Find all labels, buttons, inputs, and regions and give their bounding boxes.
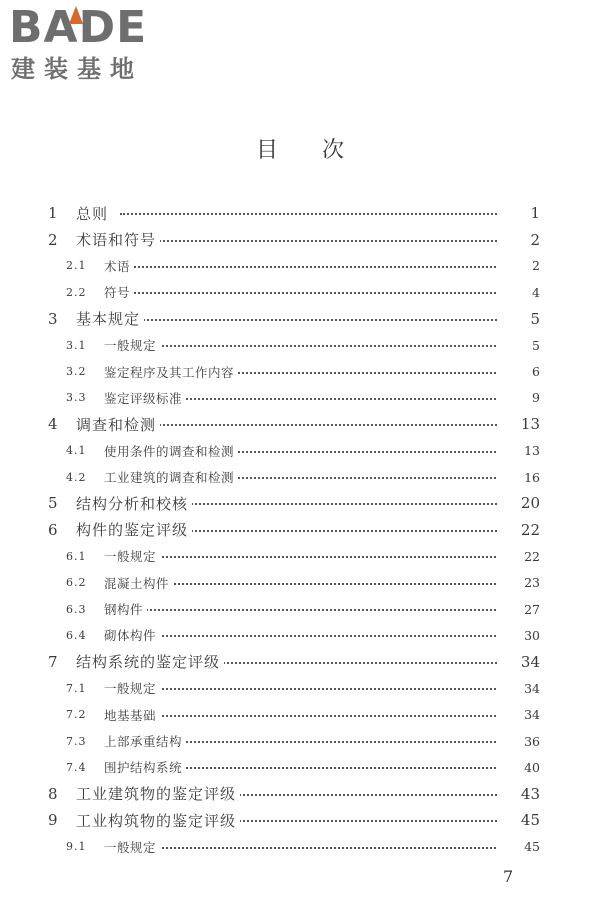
toc-entry-number: 3.2 <box>66 365 87 379</box>
toc-dot-leader <box>130 345 536 347</box>
toc-chapter-entry[interactable] <box>0 781 600 807</box>
toc-entry-number: 9 <box>48 811 58 830</box>
toc-entry-page: 36 <box>497 734 540 749</box>
toc-entry-title: 结构系统的鉴定评级 <box>76 651 224 672</box>
toc-entry-page: 5 <box>497 338 540 353</box>
toc-entry-title: 术语和符号 <box>76 229 160 250</box>
toc-entry-page: 16 <box>497 470 540 485</box>
toc-entry-page: 22 <box>497 521 540 539</box>
toc-entry-title: 术语 <box>104 257 134 275</box>
toc-entry-number: 7.3 <box>66 734 87 748</box>
toc-entry-title: 围护结构系统 <box>104 758 186 776</box>
toc-entry-title: 工业构筑物的鉴定评级 <box>76 810 240 831</box>
toc-entry-page: 40 <box>497 760 540 775</box>
logo-subtitle: 建装基地 <box>11 55 143 83</box>
toc-entry-title: 工业建筑物的鉴定评级 <box>76 783 240 804</box>
toc-entry-page: 2 <box>497 258 540 273</box>
toc-entry-number: 3 <box>48 309 58 328</box>
toc-entry-page: 45 <box>497 839 540 854</box>
toc-entry-page: 6 <box>497 364 540 379</box>
toc-entry-page: 5 <box>497 310 540 328</box>
toc-entry-title: 一般规定 <box>104 838 160 856</box>
toc-dot-leader <box>120 240 536 242</box>
toc-entry-page: 2 <box>497 231 540 249</box>
toc-entry-title: 符号 <box>104 283 134 301</box>
toc-section-entry[interactable] <box>0 596 600 622</box>
toc-section-entry[interactable] <box>0 438 600 464</box>
title-char-2: 次 <box>322 138 345 163</box>
toc-entry-page: 13 <box>497 415 540 433</box>
toc-entry-page: 20 <box>497 494 540 512</box>
toc-entry-number: 8 <box>48 784 58 803</box>
toc-chapter-entry[interactable] <box>0 517 600 543</box>
toc-chapter-entry[interactable] <box>0 226 600 252</box>
toc-dot-leader <box>130 635 536 637</box>
toc-entry-number: 6.1 <box>66 549 87 563</box>
toc-chapter-entry[interactable] <box>0 649 600 675</box>
toc-entry-title: 一般规定 <box>104 336 160 354</box>
toc-dot-leader <box>130 715 536 717</box>
toc-entry-title: 混凝土构件 <box>104 574 173 592</box>
toc-entry-title: 使用条件的调查和检测 <box>104 442 238 460</box>
toc-entry-title: 鉴定程序及其工作内容 <box>104 363 238 381</box>
toc-entry-page: 30 <box>497 628 540 643</box>
toc-entry-number: 1 <box>48 204 58 223</box>
toc-section-entry[interactable] <box>0 464 600 490</box>
toc-entry-number: 4.1 <box>66 444 87 458</box>
title-char-1: 目 <box>255 138 278 163</box>
toc-chapter-entry[interactable] <box>0 807 600 833</box>
toc-dot-leader <box>130 556 536 558</box>
toc-dot-leader <box>130 609 536 611</box>
toc-entry-page: 9 <box>497 390 540 405</box>
toc-entry-page: 22 <box>497 549 540 564</box>
toc-chapter-entry[interactable] <box>0 490 600 516</box>
toc-entry-title: 一般规定 <box>104 547 160 565</box>
bade-logo <box>9 4 174 90</box>
toc-entry-title: 上部承重结构 <box>104 732 186 750</box>
toc-entry-title: 结构分析和校核 <box>76 493 192 514</box>
toc-dot-leader <box>120 424 536 426</box>
toc-dot-leader <box>130 398 536 400</box>
toc-entry-number: 3.1 <box>66 338 87 352</box>
toc-entry-page: 45 <box>497 811 540 829</box>
toc-entry-number: 3.3 <box>66 391 87 405</box>
toc-entry-number: 6.2 <box>66 576 87 590</box>
toc-entry-number: 5 <box>48 494 58 513</box>
toc-dot-leader <box>130 292 536 294</box>
toc-entry-title: 砌体构件 <box>104 626 160 644</box>
page-number: 7 <box>503 867 514 886</box>
toc-section-entry[interactable] <box>0 279 600 305</box>
toc-entry-title: 构件的鉴定评级 <box>76 519 192 540</box>
toc-entry-page: 4 <box>497 285 540 300</box>
toc-section-entry[interactable] <box>0 754 600 780</box>
toc-section-entry[interactable] <box>0 569 600 595</box>
toc-entry-page: 1 <box>497 204 540 222</box>
logo-wordmark: BADE <box>9 2 148 53</box>
toc-chapter-entry[interactable] <box>0 306 600 332</box>
toc-chapter-entry[interactable] <box>0 411 600 437</box>
toc-entry-page: 13 <box>497 443 540 458</box>
toc-section-entry[interactable] <box>0 675 600 701</box>
toc-entry-number: 6.3 <box>66 602 87 616</box>
toc-entry-title: 鉴定评级标准 <box>104 389 186 407</box>
logo-accent-triangle-icon <box>69 6 83 24</box>
page-title <box>0 136 600 166</box>
toc-entry-page: 27 <box>497 602 540 617</box>
toc-entry-page: 34 <box>497 653 540 671</box>
toc-entry-title: 一般规定 <box>104 679 160 697</box>
toc-dot-leader <box>130 741 536 743</box>
toc-entry-title: 工业建筑的调查和检测 <box>104 468 238 486</box>
toc-entry-number: 6.4 <box>66 628 87 642</box>
toc-entry-number: 4.2 <box>66 470 87 484</box>
toc-entry-number: 6 <box>48 520 58 539</box>
toc-entry-number: 7.1 <box>66 681 87 695</box>
toc-section-entry[interactable] <box>0 701 600 727</box>
toc-section-entry[interactable] <box>0 622 600 648</box>
toc-section-entry[interactable] <box>0 833 600 859</box>
toc-entry-number: 7.4 <box>66 760 87 774</box>
table-of-contents <box>0 200 600 860</box>
toc-entry-number: 2.2 <box>66 285 87 299</box>
toc-section-entry[interactable] <box>0 728 600 754</box>
toc-entry-number: 2.1 <box>66 259 87 273</box>
toc-dot-leader <box>120 319 536 321</box>
toc-entry-title: 总则 <box>76 203 112 224</box>
toc-dot-leader <box>130 688 536 690</box>
toc-entry-page: 43 <box>497 785 540 803</box>
toc-chapter-entry[interactable] <box>0 200 600 226</box>
toc-dot-leader <box>120 213 536 215</box>
toc-entry-number: 2 <box>48 230 58 249</box>
toc-entry-title: 基本规定 <box>76 308 144 329</box>
toc-entry-number: 7 <box>48 652 58 671</box>
toc-entry-page: 34 <box>497 707 540 722</box>
toc-section-entry[interactable] <box>0 543 600 569</box>
toc-dot-leader <box>130 266 536 268</box>
toc-entry-title: 钢构件 <box>104 600 147 618</box>
toc-section-entry[interactable] <box>0 358 600 384</box>
toc-entry-page: 34 <box>497 681 540 696</box>
toc-entry-number: 9.1 <box>66 840 87 854</box>
toc-section-entry[interactable] <box>0 253 600 279</box>
toc-entry-number: 4 <box>48 415 58 434</box>
toc-dot-leader <box>130 767 536 769</box>
toc-dot-leader <box>130 583 536 585</box>
toc-dot-leader <box>130 847 536 849</box>
toc-entry-number: 7.2 <box>66 708 87 722</box>
toc-entry-title: 地基基础 <box>104 706 160 724</box>
toc-entry-page: 23 <box>497 575 540 590</box>
toc-section-entry[interactable] <box>0 385 600 411</box>
toc-section-entry[interactable] <box>0 332 600 358</box>
toc-entry-title: 调查和检测 <box>76 414 160 435</box>
